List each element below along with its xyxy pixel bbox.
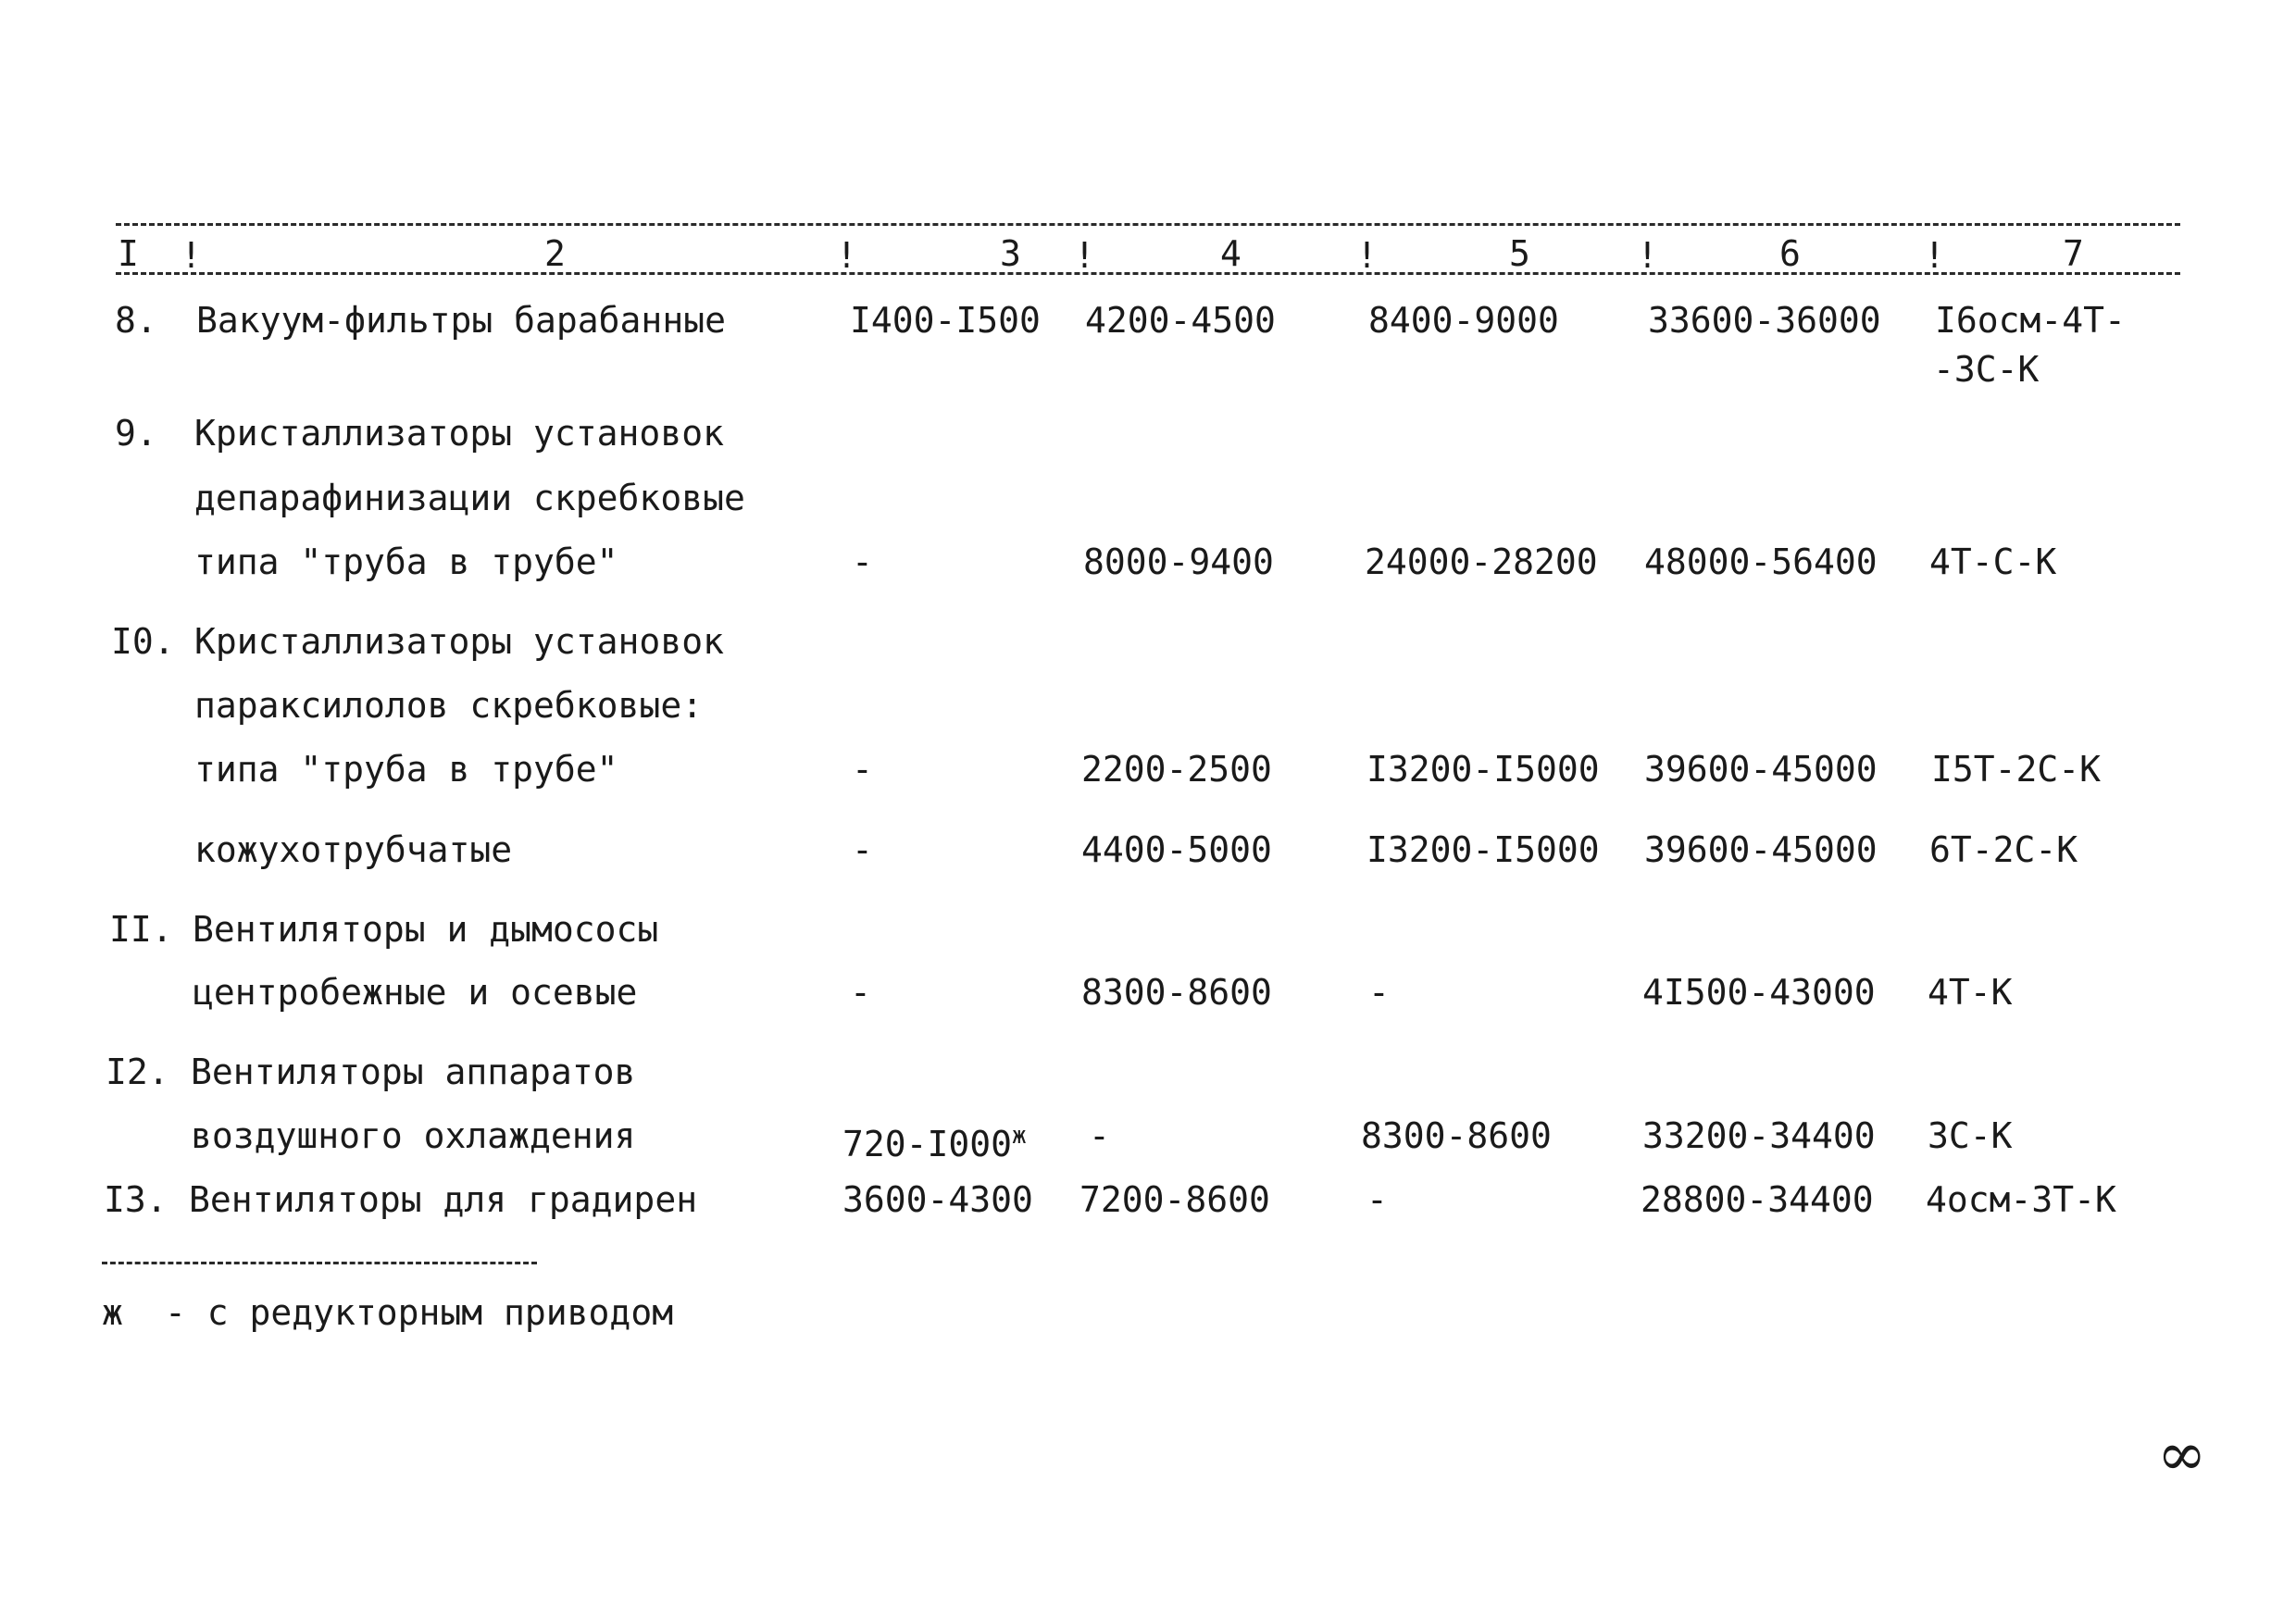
row-number: I3. xyxy=(104,1179,168,1220)
row-name-line: типа "труба в трубе" xyxy=(194,541,618,582)
header-col-1: I xyxy=(118,233,139,274)
header-col-2: 2 xyxy=(544,233,566,274)
row-name-line: Вентиляторы и дымососы xyxy=(193,909,659,950)
cell-col-4: 7200-8600 xyxy=(1079,1179,1270,1220)
footnote-mark: ж xyxy=(102,1292,123,1333)
header-col-4: 4 xyxy=(1220,233,1242,274)
row-name-line: воздушного охлаждения xyxy=(191,1115,636,1156)
cell-col-3 xyxy=(842,1115,1027,1164)
cell-col-4: - xyxy=(1089,1115,1110,1156)
row-name-line: Кристаллизаторы установок xyxy=(194,621,724,662)
header-separator: ! xyxy=(181,235,202,276)
cell-col-3: 3600-4300 xyxy=(842,1179,1033,1220)
row-number: 9. xyxy=(115,413,157,454)
header-bottom-rule xyxy=(116,272,2180,275)
cell-col-3: I400-I500 xyxy=(850,300,1041,341)
cell-col-6: 33600-36000 xyxy=(1648,300,1881,341)
cell-col-6: 39600-45000 xyxy=(1644,749,1878,790)
header-col-6: 6 xyxy=(1779,233,1801,274)
row-name-line: Вентиляторы для градирен xyxy=(189,1179,698,1220)
cell-col-5: - xyxy=(1366,1179,1388,1220)
cell-col-7: I5Т-2С-К xyxy=(1931,749,2102,790)
row-number: 8. xyxy=(115,300,157,341)
cell-col-5: 8400-9000 xyxy=(1368,300,1559,341)
footnote-marker: ж xyxy=(1012,1122,1027,1150)
cell-col-3: - xyxy=(850,972,871,1013)
footnote-text: - с редукторным приводом xyxy=(165,1292,674,1333)
header-separator: ! xyxy=(836,235,857,276)
cell-col-7: 4осм-3Т-К xyxy=(1926,1179,2116,1220)
cell-col-6: 4I500-43000 xyxy=(1642,972,1876,1013)
cell-col-7: I6осм-4Т- xyxy=(1935,300,2126,341)
row-name-line: типа "труба в трубе" xyxy=(194,749,618,790)
cell-col-5: 8300-8600 xyxy=(1361,1115,1552,1156)
row-name-line: параксилолов скребковые: xyxy=(194,685,704,726)
cell-col-7: 4Т-С-К xyxy=(1929,541,2057,582)
header-col-5: 5 xyxy=(1509,233,1530,274)
table-top-rule xyxy=(116,223,2180,226)
cell-col-7: 3С-К xyxy=(1928,1115,2013,1156)
cell-col-6: 48000-56400 xyxy=(1644,541,1878,582)
header-separator: ! xyxy=(1637,235,1658,276)
cell-col-3-value: 720-I000 xyxy=(842,1124,1013,1164)
row-name-line: Вакуум-фильтры барабанные xyxy=(196,300,726,341)
row-name-line: центробежные и осевые xyxy=(193,972,638,1013)
row-number: I0. xyxy=(111,621,175,662)
header-separator: ! xyxy=(1074,235,1095,276)
cell-col-3: - xyxy=(852,829,873,870)
header-separator: ! xyxy=(1924,235,1945,276)
cell-col-7: 4Т-К xyxy=(1928,972,2013,1013)
table-bottom-rule xyxy=(102,1262,537,1264)
cell-col-6: 28800-34400 xyxy=(1641,1179,1874,1220)
cell-col-4: 8000-9400 xyxy=(1083,541,1274,582)
cell-col-4: 2200-2500 xyxy=(1081,749,1272,790)
header-col-7: 7 xyxy=(2063,233,2084,274)
row-number: I2. xyxy=(106,1052,169,1092)
cell-col-5: I3200-I5000 xyxy=(1366,829,1600,870)
cell-col-4: 4200-4500 xyxy=(1085,300,1276,341)
cell-col-4: 4400-5000 xyxy=(1081,829,1272,870)
row-number: II. xyxy=(109,909,173,950)
cell-col-3: - xyxy=(852,541,873,582)
cell-col-5: 24000-28200 xyxy=(1365,541,1598,582)
cell-col-4: 8300-8600 xyxy=(1081,972,1272,1013)
cell-col-6: 39600-45000 xyxy=(1644,829,1878,870)
row-name-line: Кристаллизаторы установок xyxy=(194,413,724,454)
row-name-line: депарафинизации скребковые xyxy=(194,478,745,518)
cell-col-5: - xyxy=(1368,972,1390,1013)
header-separator: ! xyxy=(1356,235,1378,276)
page-number: ∞ xyxy=(2157,1421,2207,1489)
cell-col-7-cont: -3С-К xyxy=(1933,349,2040,390)
cell-col-3: - xyxy=(852,749,873,790)
row-name-line: кожухотрубчатые xyxy=(194,829,513,870)
cell-col-5: I3200-I5000 xyxy=(1366,749,1600,790)
cell-col-6: 33200-34400 xyxy=(1642,1115,1876,1156)
row-name-line: Вентиляторы аппаратов xyxy=(191,1052,636,1092)
header-col-3: 3 xyxy=(1000,233,1021,274)
cell-col-7: 6Т-2С-К xyxy=(1929,829,2078,870)
